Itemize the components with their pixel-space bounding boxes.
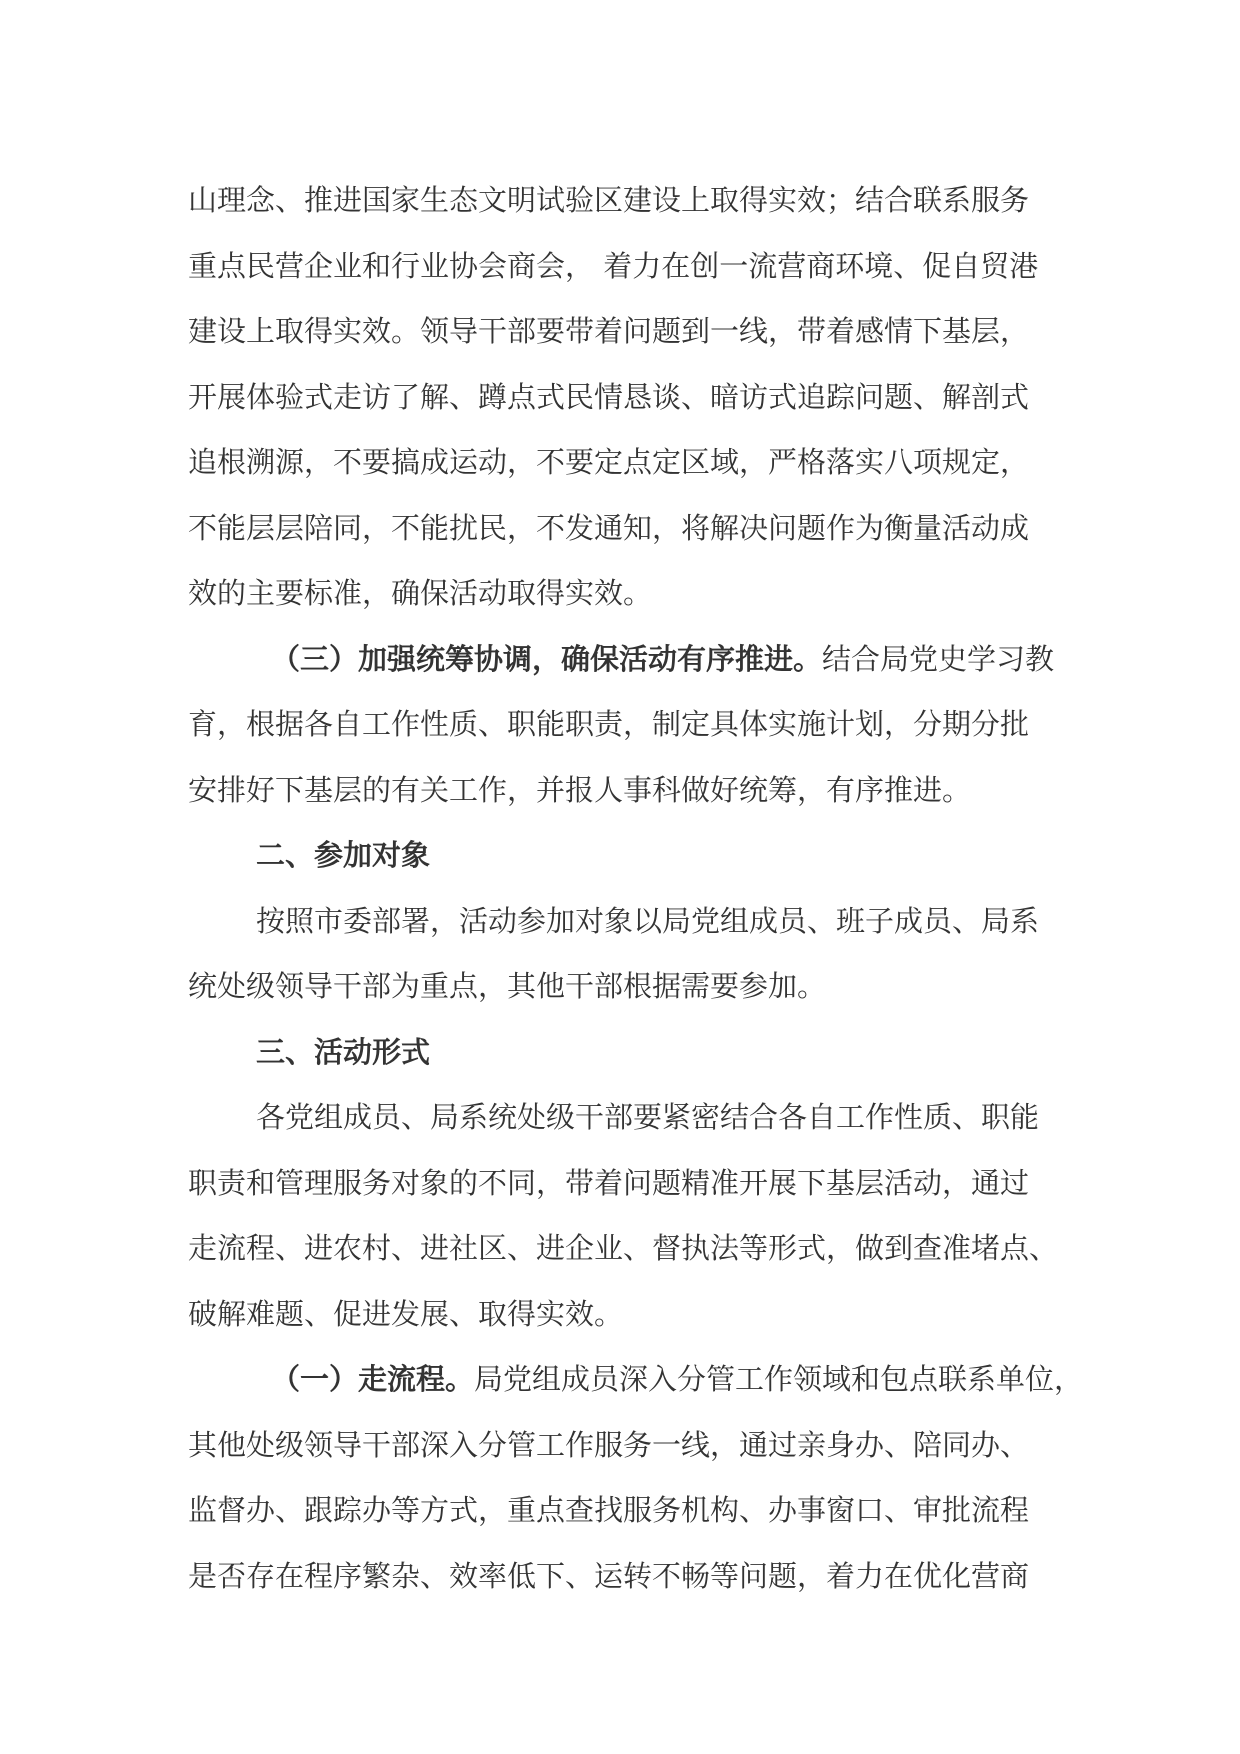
body-line: 建设上取得实效。领导干部要带着问题到一线，带着感情下基层， <box>188 314 1030 348</box>
item-1-first-line <box>188 1347 1088 1413</box>
body-line: 统处级领导干部为重点，其他干部根据需要参加。 <box>188 969 827 1003</box>
section-3-title: 三、活动形式 <box>256 1034 431 1069</box>
body-line: 其他处级领导干部深入分管工作服务一线，通过亲身办、陪同办、 <box>188 1427 1030 1462</box>
item-1-heading: （一）走流程。 <box>271 1362 475 1396</box>
section-2-title: 二、参加对象 <box>256 838 431 872</box>
paragraph-3-text: 结合局党史学习教 <box>822 641 1055 676</box>
body-line: 职责和管理服务对象的不同，带着问题精准开展下基层活动，通过 <box>188 1165 1030 1200</box>
body-line: 重点民营企业和行业协会商会， 着力在创一流营商环境、促自贸港 <box>188 248 1039 283</box>
document-body <box>188 168 1088 1609</box>
body-line: 监督办、跟踪办等方式，重点查找服务机构、办事窗口、审批流程 <box>188 1493 1030 1527</box>
body-line: 走流程、进农村、进社区、进企业、督执法等形式，做到查准堵点、 <box>188 1231 1059 1265</box>
body-line: 追根溯源，不要搞成运动，不要定点定区域，严格落实八项规定， <box>188 445 1030 479</box>
body-line: 破解难题、促进发展、取得实效。 <box>188 1296 624 1331</box>
body-line: 各党组成员、局系统处级干部要紧密结合各自工作性质、职能 <box>256 1100 1040 1134</box>
body-line: 不能层层陪同，不能扰民，不发通知，将解决问题作为衡量活动成 <box>188 510 1030 545</box>
body-line: 育，根据各自工作性质、职能职责，制定具体实施计划，分期分批 <box>188 707 1030 741</box>
paragraph-3-heading: （三）加强统筹协调，确保活动有序推进。 <box>271 641 823 676</box>
body-line: 效的主要标准，确保活动取得实效。 <box>188 576 653 610</box>
paragraph-3-first-line <box>188 627 1088 693</box>
body-line: 山理念、推进国家生态文明试验区建设上取得实效；结合联系服务 <box>188 183 1030 217</box>
item-1-text: 局党组成员深入分管工作领域和包点联系单位， <box>474 1362 1084 1396</box>
body-line: 按照市委部署，活动参加对象以局党组成员、班子成员、局系 <box>256 903 1040 938</box>
body-line: 安排好下基层的有关工作，并报人事科做好统筹，有序推进。 <box>188 772 972 807</box>
body-line: 开展体验式走访了解、蹲点式民情恳谈、暗访式追踪问题、解剖式 <box>188 379 1030 414</box>
body-line: 是否存在程序繁杂、效率低下、运转不畅等问题，着力在优化营商 <box>188 1558 1030 1593</box>
